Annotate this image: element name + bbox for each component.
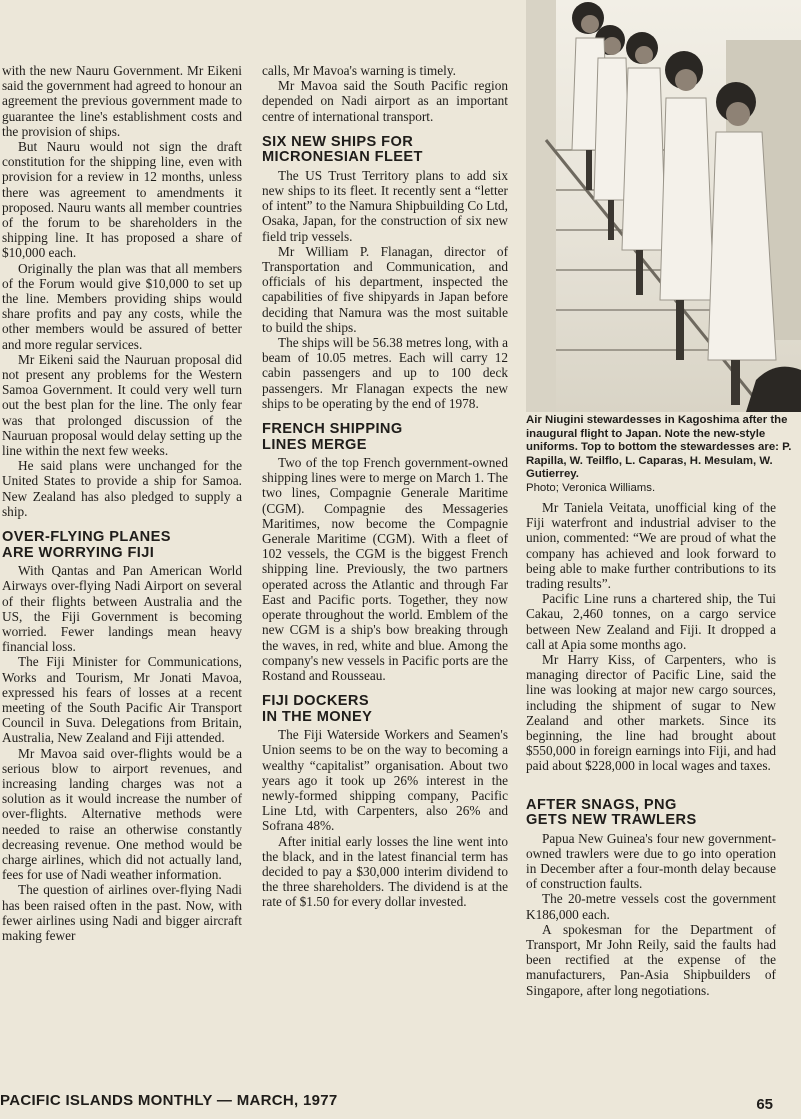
paragraph: Papua New Guinea's four new government-owned trawlers were due to go into operation in December after a four-month delay because of construction faults.: [526, 830, 776, 892]
headline-six-new-ships: SIX NEW SHIPS FOR MICRONESIAN FLEET: [262, 133, 423, 166]
paragraph: After initial early losses the line went into the black, and in the latest financial term has decided to pay a $30,000 interim dividend to the three shareholders. The dividend is at the rate of $1.50 for every dollar invested.: [262, 833, 508, 910]
paragraph: The ships will be 56.38 metres long, with a beam of 10.05 metres. Each will carry 12 cabin passengers and up to 100 deck passengers. Mr Flanagan expects the new ships to be operating by the end of 1978.: [262, 335, 508, 411]
paragraph: Two of the top French government-owned shipping lines were to merge on March 1. The two lines, Compagnie Generale Maritime (CGM). Compagnie des Messageries Maritimes, now become the Compagnie Generale Maritime (CGM). With a fleet of 102 vessels, the CGM is the biggest French shipping line. Previously, the two partners operated across the Atlantic and through Far East and Pacific ports. Together, they now operate throughout the world. Emblem of the new CGM is a ship's bow breaking through the waves, in red, white and blue. Among the company's new vessels in Pacific ports are the Rostand and Rousseau.: [262, 455, 508, 683]
paragraph: The 20-metre vessels cost the government K186,000 each.: [526, 891, 776, 922]
headline-png-trawlers: AFTER SNAGS, PNG GETS NEW TRAWLERS: [526, 796, 697, 829]
paragraph: He said plans were unchanged for the United States to provide a ship for Samoa. New Zealand has also pledged to supply a ship.: [2, 458, 242, 519]
paragraph: But Nauru would not sign the draft constitution for the shipping line, even with provision for a review in 12 months, unless there was agreement to amendments it proposed. Nauru wants all member countries of the forum to be shareholders in the shipping line. It has proposed a share of $10,000 each.: [2, 139, 242, 261]
column-2: [262, 63, 508, 910]
paragraph: With Qantas and Pan American World Airways over-flying Nadi Airport on several of their flights between Australia and the US, the Fiji Government is becoming worried. Fewer landings mean heavy financial loss.: [2, 563, 242, 655]
paragraph: Mr Taniela Veitata, unofficial king of the Fiji waterfront and industrial adviser to the union, commented: “We are proud of what the company has achieved and look forward to being able to make further contributions to its trading results”.: [526, 500, 776, 592]
paragraph: Mr Mavoa said the South Pacific region depended on Nadi airport as an important centre of international transport.: [262, 78, 508, 124]
paragraph: Mr Harry Kiss, of Carpenters, who is managing director of Pacific Line, said the line was looking at major new cargo sources, including the shipment of sugar to New Zealand and other markets. Since its beginning, the line had brought about $550,000 in foreign earnings into Fiji, and had paid about $228,000 in local wages and taxes.: [526, 652, 776, 774]
page-number: 65: [756, 1096, 773, 1113]
photo-credit: Photo; Veronica Williams.: [526, 481, 656, 494]
publication-line: PACIFIC ISLANDS MONTHLY — MARCH, 1977: [0, 1092, 338, 1109]
paragraph: with the new Nauru Government. Mr Eikeni said the government had agreed to honour an agreement the previous government made to guarantee the line's establishment costs and the provision of ships.: [2, 63, 242, 139]
paragraph: Mr Mavoa said over-flights would be a serious blow to airport revenues, and increasing landing charges was not a solution as it would increase the number of over-flights. Alternative methods were needed to raise an otherwise constantly decreasing revenue. One method would be charge airlines, which did not actually land, fees for use of Nadi weather information.: [2, 745, 242, 883]
paragraph: The US Trust Territory plans to add six new ships to its fleet. It recently sent a “letter of intent” to the Namura Shipbuilding Co Ltd, Osaka, Japan, for the construction of six new field trip vessels.: [262, 167, 508, 244]
paragraph: The Fiji Minister for Communications, Works and Tourism, Mr Jonati Mavoa, expressed his fears of losses at a recent meeting of the South Pacific Air Transport Council in Suva. Delegations from Britain, Australia, New Zealand and Fiji attended.: [2, 654, 242, 746]
paragraph: The question of airlines over-flying Nadi has been raised often in the past. Now, with fewer airlines using Nadi and bigger aircraft making fewer: [2, 882, 242, 943]
paragraph: The Fiji Waterside Workers and Seamen's Union seems to be on the way to becoming a wealthy “capitalist” organisation. About two years ago it took up 26% interest in the newly-formed shipping company, Pacific Line Ltd, with Carpenters, also 26% and Sofrana 48%.: [262, 727, 508, 834]
paragraph: Originally the plan was that all members of the Forum would give $10,000 to set up the line. Members providing ships would share profits and pay any costs, while the other members would be assured of better and more regular services.: [2, 260, 242, 352]
paragraph: Pacific Line runs a chartered ship, the Tui Cakau, 2,460 tonnes, on a cargo service between New Zealand and Fiji. It dropped a call at Apia some months ago.: [526, 591, 776, 652]
headline-over-flying-planes: OVER-FLYING PLANES ARE WORRYING FIJI: [2, 529, 171, 561]
paragraph: Mr William P. Flanagan, director of Transportation and Communication, and officials of his department, inspected the capabilities of five shipyards in Japan before deciding that Namura was the most suitable to build the ships.: [262, 243, 508, 335]
photo-caption: [526, 414, 794, 496]
headline-french-shipping: FRENCH SHIPPING LINES MERGE: [262, 421, 403, 453]
column-3: [526, 500, 776, 998]
paragraph: calls, Mr Mavoa's warning is timely.: [262, 63, 456, 78]
column-1: [2, 63, 242, 943]
paragraph: A spokesman for the Department of Transport, Mr John Reily, said the faults had been rectified at the expense of the manufacturers, Pan-Asia Shipbuilders of Singapore, after long negotiations.: [526, 921, 776, 998]
stewardesses-illustration: [526, 0, 801, 412]
caption-text: Air Niugini stewardesses in Kagoshima after the inaugural flight to Japan. Note the new-style uniforms. Top to bottom the stewardesses are: P. Rapilla, W. Teilflo, L. Caparas, H. Mesulam, W. Gutierrey.: [526, 414, 792, 481]
paragraph: Mr Eikeni said the Nauruan proposal did not present any problems for the Western Samoa Government. It could very well turn out the best plan for the line. The only fear was that prolonged discussion of the Nauruan proposal would delay setting up the line within the next few weeks.: [2, 351, 242, 459]
headline-fiji-dockers: FIJI DOCKERS IN THE MONEY: [262, 693, 373, 725]
page-footer: [0, 1092, 801, 1114]
stewardesses-photo: [526, 0, 801, 412]
